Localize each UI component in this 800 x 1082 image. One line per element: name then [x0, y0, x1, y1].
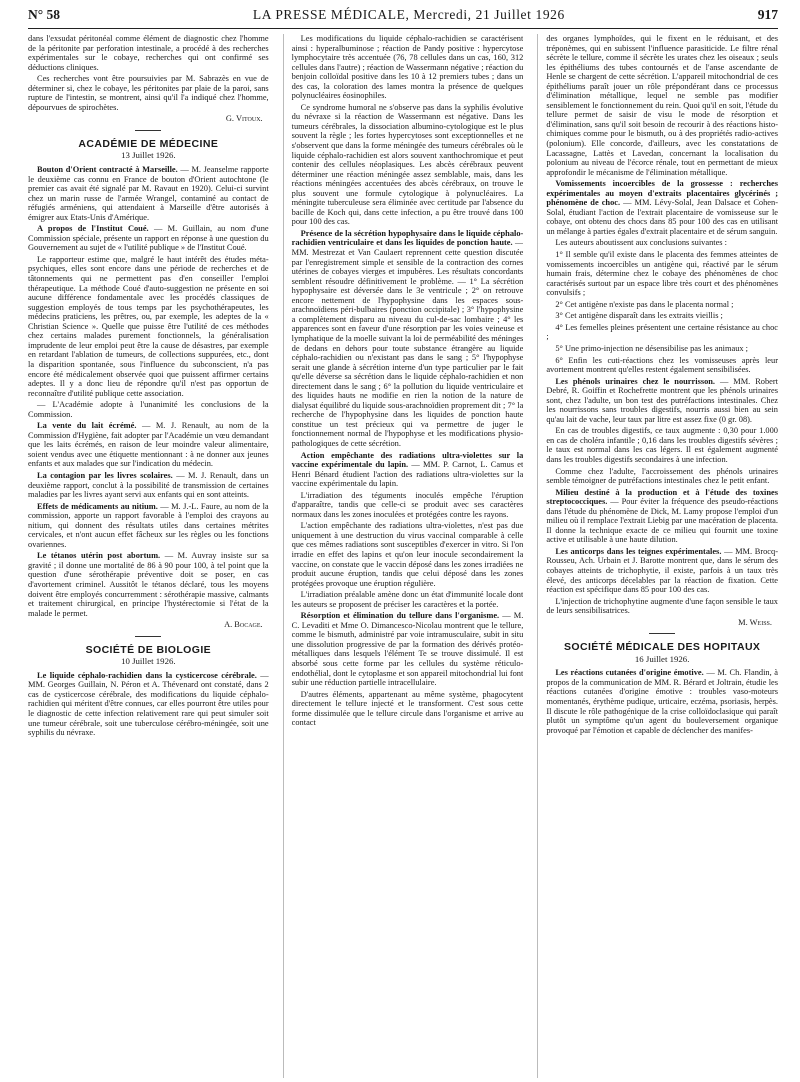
page-number: 917	[757, 7, 778, 22]
entry-text: — MM. Robert Debré, R. Goiffin et Rochefrette montrent que les phénols urinaires sont, chez l'adulte, un bon test des putréfactions intestinales. Chez les nourrissons sans troubles digestifs, nourris aussi bien au sein qu'au lait de vache, leur taux par litre est assez fixe (0 gr. 08).	[546, 376, 778, 424]
entry	[546, 377, 778, 425]
section-title: SOCIÉTÉ MÉDICALE DES HOPITAUX	[563, 641, 761, 654]
entry-text: — M. C. Levaditi et Mme O. Dimancesco-Nicolau montrent que le tellure, comme le bismuth, administré par voie intramusculaire, subit in situ une dissolution progressive de par la formation des dérivés protéo-métalliques dans lesquels l'élément Te se trouve dissimulé. Il est absorbé sous cette forme par les cellules du système réticulo-endothélial, dont le cytoplasme et son appareil mitochondrial lui font subir une réduction partielle intracellulaire.	[291, 611, 524, 688]
entry	[28, 671, 269, 738]
paragraph: L'action empêchante des radiations ultra-violettes, n'est pas due uniquement à une destruction du virus vaccinal comparable à celle que ces mêmes radiations sont susceptibles d'exercer in vitro. Si l'on irradie en effet des lapins et qu'on leur inocule secondairement la vaccine, on constate que le vaccin déposé dans les zones irradiées ne produit aucune éruption, tandis que celui déposé dans les zones protégées provoque une éruption régulière.	[291, 521, 524, 588]
entry-text: — M. Jeanselme rapporte le deuxième cas connu en France de bouton d'Orient autochtone (le premier cas avait été signalé par M. Ravaut en 1920). Celui-ci survint chez un marin russe de l'armée Wrangel, contaminé au contact de réfugiés arméniens, qui attendaient à Marseille d'être autorisés à émigrer aux Etats-Unis d'Amérique.	[28, 165, 269, 222]
paragraph: En cas de troubles digestifs, ce taux augmente : 0,30 pour 1.000 en cas de choléra infantile ; 0,16 dans les troubles digestifs sévères ; le taux est normal dans les cas légers. Il est également augmenté dans les troubles digestifs secondaires à une infection.	[546, 426, 778, 464]
entry	[292, 611, 524, 687]
column-1	[28, 34, 269, 1078]
entry	[28, 551, 269, 618]
paragraph: Comme chez l'adulte, l'accroissement des phénols urinaires semble témoigner de putréfactions intestinales chez le petit enfant.	[546, 466, 778, 486]
entry-text: — M. Ch. Flandin, à propos de la communication de MM. R. Bérard et Joltrain, étudie les réactions cutanées d'origine émotive : troubles vaso-moteurs momentanés, érythème pudique, urticaire, eczéma, psoriasis, herpès. Il discute le rôle pathogénique de la crise colloïdoclasique qui paraît plutôt un symptôme qu'un agent du bouleversement organique provoqué par l'émotion et capable de déclencher des manifes-	[546, 668, 778, 735]
article-columns	[28, 34, 778, 1078]
paragraph: L'irradiation préalable amène donc un état d'immunité locale dont les auteurs se proposent de préciser les caractères et la portée.	[291, 590, 524, 609]
list-item: 2° Cet antigène n'existe pas dans le placenta normal ;	[555, 299, 734, 309]
entry-title: Milieu destiné à la production et à l'étude des toxines streptococciques.	[546, 487, 778, 507]
section-title: ACADÉMIE DE MÉDECINE	[78, 137, 219, 150]
entry	[28, 502, 269, 550]
paragraph: Ce syndrome humoral ne s'observe pas dans la syphilis évolutive du névraxe si la réaction de Wassermann est négative. Dans les tumeurs cérébrales, la dissociation albumino-cytologique est le plus souvent la règle ; les fortes hypercytoses sont exceptionnelles et ne s'observent que dans la forme méningée des tumeurs cérébrales où le liquide céphalo-rachidien est alors souvent xanthochromique et peut contenir des cellules néoplasiques. Les abcès cérébraux peuvent déterminer une réaction méningée assez semblable, mais, dans les réactions méningées accentuées des abcès cérébraux, on trouve le plus souvent une formule cytologique à polynucléaires. La méningite tuberculeuse sera éliminée avec certitude par l'absence du bacille de Koch qui, dans cette infection, a pu être trouvé dans 100 pour 100 des cas.	[291, 102, 524, 227]
list-item: 1° Il semble qu'il existe dans le placenta des femmes atteintes de vomissements incoercibles un antigène qui, réactivé par le sérum humain frais, détermine chez le cobaye des phénomènes de choc caractérisés surtout par un espace libre très court et des phénomènes convulsifs ;	[546, 250, 778, 298]
entry-title: Présence de la sécrétion hypophysaire dans le liquide céphalo-rachidien ventriculaire et dans les liquides de ponction haute.	[291, 228, 524, 248]
entry-text: — MM. Georges Guillain, N. Péron et A. Thévenard ont constaté, dans 2 cas de cysticercose cérébrale, des modifications du liquide céphalo-rachidien qui méritent d'être connues, car elles pourront être utiles pour le diagnostic de cette infection relativement rare qui peut simuler soit une tumeur cérébrale, soit une tuberculose cérébro-méningée, soit une syphilis du névraxe.	[28, 670, 269, 738]
entry-text: — MM. Lévy-Solal, Jean Dalsace et Cohen-Solal, étudiant l'action de l'extrait placentaire de vomisseuse sur le cobaye, ont obtenu des chocs dans 85 pour 100 des cas en utilisant un mélange à parties égales d'extrait placentaire et de sérum sanguin.	[546, 198, 778, 236]
page-header	[28, 2, 778, 29]
issue-number: N° 58	[28, 7, 61, 22]
signature: G. Vitoux.	[225, 114, 263, 124]
entry	[28, 421, 269, 469]
entry-title: Les réactions cutanées d'origine émotive.	[555, 668, 704, 678]
entry-text: — Pour éviter la fréquence des pseudo-réactions dans l'étude du phénomène de Dick, M. Lamy propose l'emploi d'un milieu où il remplace l'extrait Liebig par une macération de placenta. Il donne la technique exacte de ce milieu qui fournit une toxine active et utilisable à une haute dilution.	[546, 497, 778, 545]
entry-text: — MM. Mestrezat et Van Caulaert reprennent cette question discutée par l'enregistrement simple et sensible de la contraction des cornes utérines de cobayes vierges et impubères. Les résultats concordants semblent résoudre définitivement le problème. — 1° La sécrétion hypophysaire est déversée dans le 3e ventricule ; 2° on retrouve encore nettement de l'hypophysine dans les espaces sous-arachnoïdiens péri-bulbaires (ponction occipitale) ; 3° l'hypophysine a complètement disparu au niveau du cul-de-sac lombaire ; 4° les apparences sont en faveur d'une résorption par les voies veineuse et lymphatique de la moelle suivant la loi de perméabilité des méninges de dedans en dehors pour toute substance étrangère au liquide céphalo-rachidien ou n'existant pas dans le sang ; 5° l'hypophyse serait une glande à sécrétion interne d'un type particulier par le fait qu'elle déverse sa sécrétion dans le liquide céphalo-rachidien et non directement dans le sang ; 6° la pollution du liquide ventriculaire et des liquides hauts ne modifie en rien la notion de la nature de dialysat équilibré du liquide sous-arachnoïdien proprement dit ; 7° la recherche de l'hypophysine dans les liquides de ponction haute constitue un test précieux qui va permettre de juger le fonctionnement normal de l'hypophyse et les modifications physio-pathologiques de cette sécrétion.	[291, 238, 524, 448]
divider	[135, 130, 161, 131]
entry	[546, 547, 778, 595]
entry	[28, 224, 269, 253]
paragraph: dans l'exsudat péritonéal comme élément de diagnostic chez l'homme de la péritonite par perforation intestinale, a procédé à des recherches expérimentales sur le cobaye, recherches qui ont confirmé ses déductions cliniques.	[28, 34, 269, 72]
list-item: 6° Enfin les cuti-réactions chez les vomisseuses après leur avortement montrent qu'elles restent également sensibilisées.	[546, 355, 778, 375]
entry-title: La vente du lait écrémé.	[37, 421, 137, 431]
entry-title: Le tétanos utérin post abortum.	[37, 551, 161, 561]
entry-text: — MM. Brocq-Rousseu, Ach. Urbain et J. Barotte montrent que, dans le sérum des cobayes atteints de trichophytie, il existe, parfois à un taux très élevé, des anticorps décelables par la réaction de fixation. Cette réaction est spécifique dans 85 pour 100 des cas.	[546, 546, 778, 595]
entry-title: Bouton d'Orient contracté à Marseille.	[37, 165, 178, 175]
paragraph: Le rapporteur estime que, malgré le haut intérêt des études méta-psychiques, elles sont encore dans une période de recherches et de tâtonnements qui ne permettent pas d'en conseiller l'emploi thérapeutique. La méthode Coué d'auto-suggestion ne présente en soi aucune différence fondamentale avec les procédés classiques de suggestion employés de tous temps par les psychothérapeutes, les médecins praticiens, les prêtres, ou, par exemple, les adeptes de la « Christian Science ». Quelle que puisse être l'utilité de ces méthodes chez certains malades purement fonctionnels, la généralisation imprudente de leur emploi peut être la cause de désastres, par exemple en retardant l'ablation de tumeurs, de collections suppurées, etc., dont la disparition spontanée, sous l'influence du subconscient, n'a pas encore été médicalement observée quoi que puissent affirmer certains adeptes. Il y a donc lieu de répondre qu'il n'est pas opportun de reconnaître d'utilité publique cette association.	[28, 254, 269, 398]
paragraph: Ces recherches vont être poursuivies par M. Sabrazès en vue de déterminer si, chez le cobaye, les péritonites par plaie de la paroi, sans rupture de l'intestin, se montrent, ainsi qu'il l'a indiqué chez l'homme, dépourvues de spirochètes.	[28, 74, 269, 112]
journal-title: LA PRESSE MÉDICALE, Mercredi, 21 Juillet 1926	[252, 7, 565, 22]
section-date: 10 Juillet 1926.	[121, 656, 176, 667]
column-3	[537, 34, 778, 1078]
divider	[135, 636, 161, 637]
entry-text: — MM. P. Carnot, L. Camus et Henri Bénard étudient l'action des radiations ultra-violettes sur la vaccine expérimentale du lapin.	[291, 460, 524, 489]
entry-text: — M. Guillain, au nom d'une Commission spéciale, présente un rapport en réponse à une question du Gouvernement au sujet de « l'utilité publique » de l'Institut Coué.	[28, 224, 269, 253]
entry	[546, 179, 778, 236]
entry	[28, 471, 269, 500]
list-item: 5° Une primo-injection ne désensibilise pas les animaux ;	[555, 343, 749, 353]
entry-title: Le liquide céphalo-rachidien dans la cysticercose cérébrale.	[37, 670, 257, 680]
entry-title: Vomissements incoercibles de la grossesse : recherches expérimentales au moyen d'extraits placentaires glycérinés ; phénomène de choc.	[546, 179, 778, 208]
entry-title: Résorption et élimination du tellure dans l'organisme.	[300, 611, 500, 621]
paragraph: Les modifications du liquide céphalo-rachidien se caractérisent ainsi : hyperalbuminose ; réaction de Pandy positive : hypercytose lymphocytaire très accentuée (76, 78 cellules dans un cas, 160, 312 cellules dans l'autre) ; réaction de Wassermann négative ; réaction du benjoin colloïdal positive dans les 10 à 12 premiers tubes ; dans un des cas, la coloration des lames montra la présence de quelques polynucléaires éosinophiles.	[291, 34, 524, 101]
entry-title: A propos de l'Institut Coué.	[37, 224, 149, 234]
entry-title: La contagion par les livres scolaires.	[37, 470, 173, 480]
entry	[28, 165, 269, 222]
divider	[649, 633, 675, 634]
entry-title: Action empêchante des radiations ultra-violettes sur la vaccine expérimentale du lapin.	[291, 450, 524, 470]
entry	[546, 668, 778, 735]
entry-text: — M. J. Renault, au nom de la Commission d'Hygiène, fait adopter par l'Académie un vœu demandant que les laits écrémés, en raison de leur moindre valeur alimentaire, soient vendus avec une étiquette mentionnant : à ne donner aux jeunes enfants et aux malades que sur l'indication du médecin.	[28, 421, 269, 469]
paragraph: L'irradiation des téguments inoculés empêche l'éruption d'apparaître, tandis que celle-ci se produit avec ses caractères normaux dans les zones inoculées et protégées contre les rayons.	[291, 490, 524, 519]
entry-title: Les anticorps dans les teignes expérimentales.	[555, 546, 722, 556]
entry-text: — M. Auvray insiste sur sa gravité ; il donne une mortalité de 86 à 90 pour 100, à tel point que la question d'une sérothérapie préventive doit se poser, en cas d'avortement criminel. Aussitôt le tétanos déclaré, tous les moyens doivent être employés concurremment : sérothérapie massive, calmants et traitement chirurgical, en principe l'hystérectomie si l'état de la malade le permet.	[28, 551, 269, 618]
section-date: 13 Juillet 1926.	[121, 150, 176, 161]
entry-text: — M. J. Renault, dans un deuxième rapport, conclut à la possibilité de transmission de certaines maladies par les livres ayant servi aux enfants qui en sont atteints.	[28, 470, 269, 500]
paragraph: des organes lymphoïdes, qui le fixent en le réduisant, et des tréponèmes, qui en subissent l'influence parasiticide. Le filtre rénal sécrète le tellure, comme il sécrète les urates chez les oiseaux ; seuls les épithéliums des tubes contournés et de l'anse ascendante de Henle se chargent de cette sécrétion. L'appareil mitochondrial de ces épithéliums paraît jouer un rôle prépondérant dans ce processus d'élimination métallique, lequel ne semble pas modifier sensiblement le fonctionnement du rein. Quoi qu'il en soit, l'étude du tellure permet de saisir de visu le mode de résorption et d'élimination, sans qu'il soit besoin de recourir à des réactions histo-chimiques comme pour le bismuth, ou à des propriétés radio-actives (polonium). Elle concorde, d'ailleurs, avec les constatations de Lacassagne, Lattès et Lavedan, concernant la localisation du polonium au niveau de l'écorce rénale, tout en permettant de mieux approfondir le mécanisme de l'élimination métallique.	[546, 34, 778, 177]
column-2	[283, 34, 524, 1078]
list-item: 3° Cet antigène disparaît dans les extraits vieillis ;	[555, 311, 723, 321]
paragraph: Les auteurs aboutissent aux conclusions suivantes :	[555, 238, 727, 248]
paragraph: L'injection de trichophytine augmente d'une façon sensible le taux de leurs sensibilisatrices.	[546, 596, 778, 616]
list-item: 4° Les femelles pleines présentent une certaine résistance au choc ;	[546, 322, 778, 342]
entry-text: — M. J.-L. Faure, au nom de la commission, apporte un rapport favorable à l'emploi des crayons au nitium, qui donnent des résultats utiles dans certaines métrites cervicales, et n'ont aucun effet fâcheux sur les règles ou les fonctions ovariennes.	[28, 501, 269, 549]
entry-title: Les phénols urinaires chez le nourrisson.	[555, 376, 716, 386]
section-date: 16 Juillet 1926.	[634, 653, 690, 664]
entry-title: Effets de médicaments au nitium.	[37, 501, 158, 511]
paragraph: — L'Académie adopte à l'unanimité les conclusions de la Commission.	[28, 400, 269, 419]
signature: M. Weiss.	[738, 617, 772, 627]
entry	[292, 451, 524, 489]
entry	[546, 488, 778, 545]
paragraph: D'autres éléments, appartenant au même système, phagocytent directement le tellure injecté et le transforment. C'est sous cette forme dissimulée que le tellure circule dans l'organisme et arrive au contact	[291, 689, 524, 728]
signature: A. Bocage.	[224, 620, 263, 630]
section-title: SOCIÉTÉ DE BIOLOGIE	[85, 643, 212, 656]
entry	[292, 229, 524, 449]
